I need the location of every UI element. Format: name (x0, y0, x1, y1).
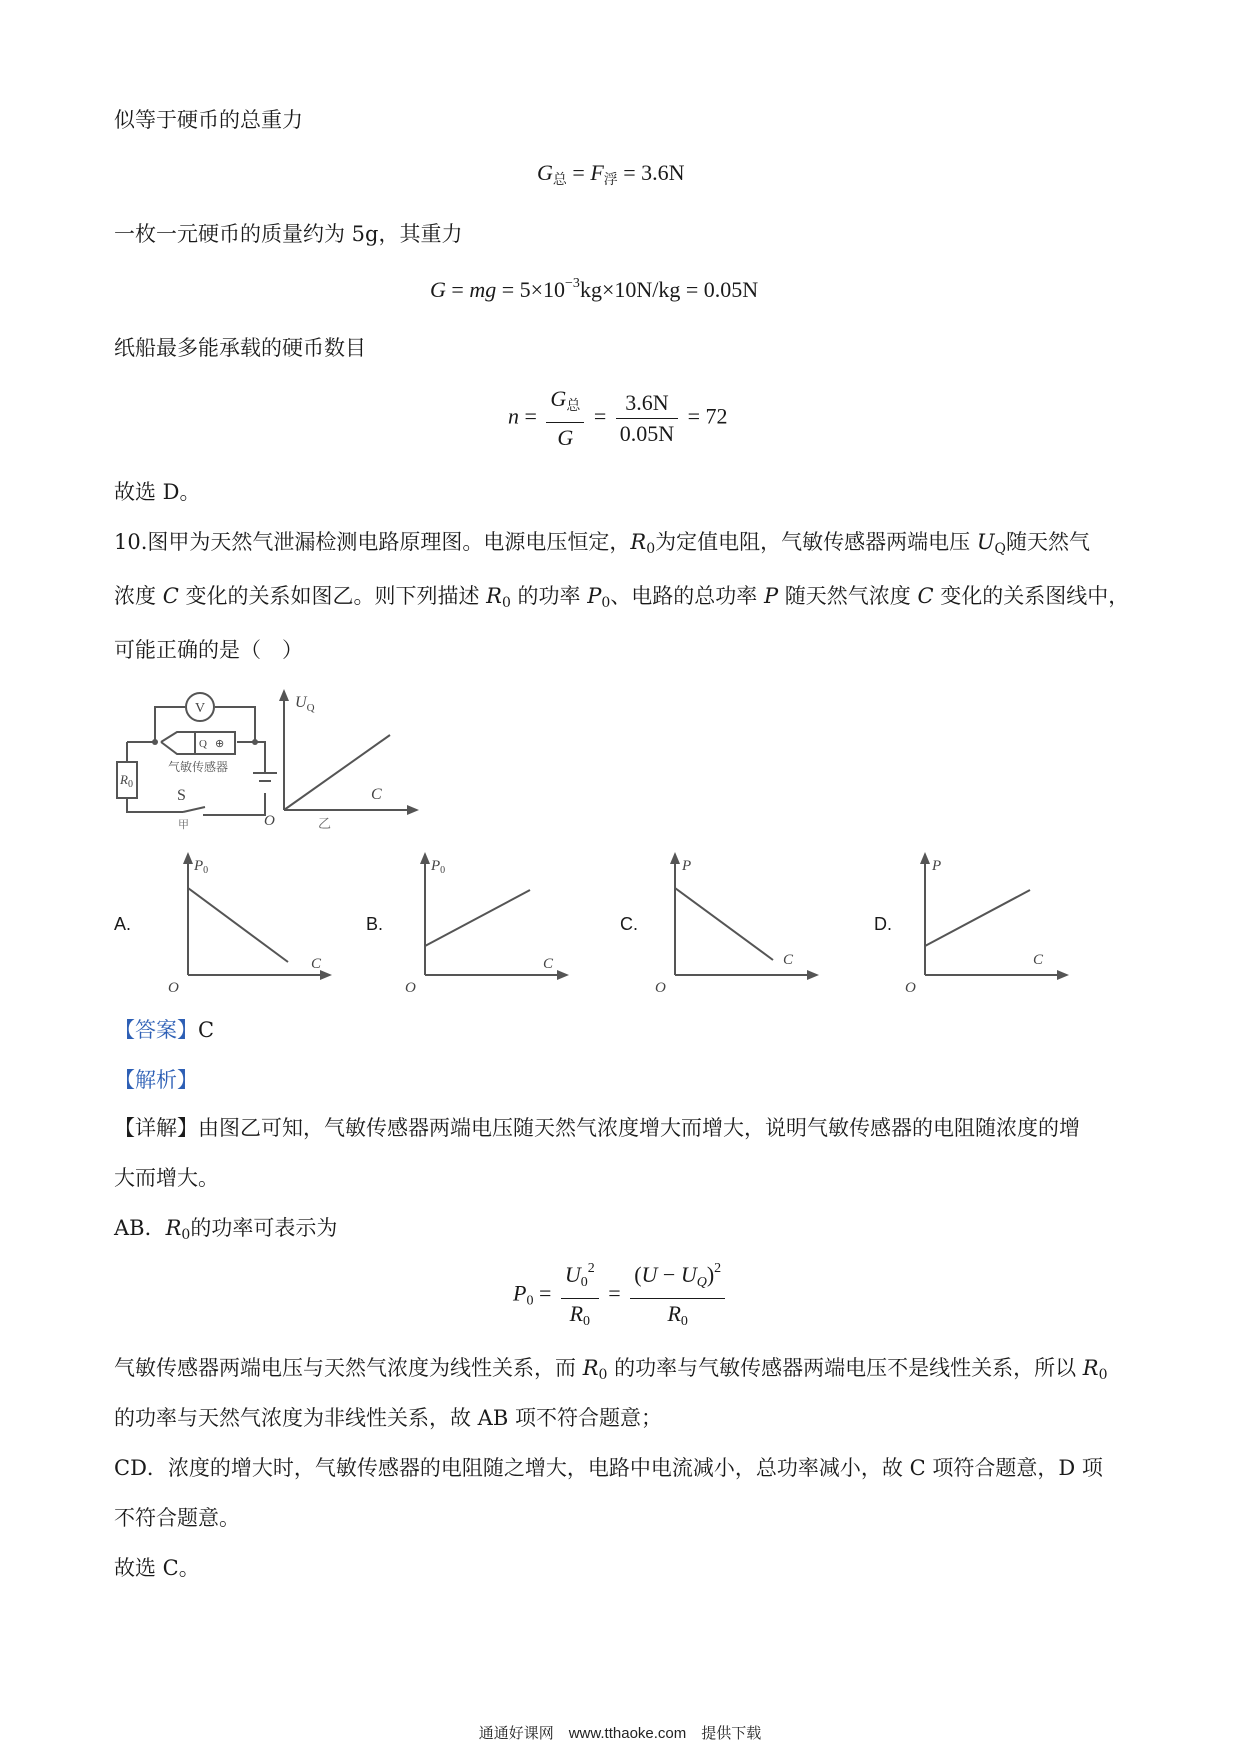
resistor-label: $R_0$ (120, 772, 133, 790)
question-10-line3: 可能正确的是（ ） (114, 638, 303, 662)
option-d-graph (905, 850, 1075, 995)
text-line: 似等于硬币的总重力 (114, 108, 303, 132)
junction-dot (152, 739, 158, 745)
option-b-y-label: $P_0$ (431, 858, 446, 876)
option-c-y-label: P (682, 858, 692, 874)
switch-label: S (177, 787, 186, 804)
cd-line2: 不符合题意。 (114, 1506, 240, 1530)
ab-line: AB．$R_0$的功率可表示为 (114, 1216, 338, 1243)
footer-watermark: 通通好课网 www.tthaoke.com 提供下载 (478, 1725, 762, 1742)
option-d-x-label: C (1033, 952, 1044, 968)
option-a-x-label: C (311, 956, 322, 972)
detail-line2: 大而增大。 (114, 1166, 219, 1190)
option-b-graph (405, 850, 575, 995)
option-c-x-label: C (783, 952, 794, 968)
figure-circuit-and-graph (115, 685, 445, 830)
option-a-y-label: $P_0$ (194, 858, 209, 876)
answer-value: C (198, 1018, 215, 1042)
answer-line (114, 1016, 214, 1044)
text-line: 纸船最多能承载的硬币数目 (114, 336, 366, 360)
graph-yi-y-axis-label: $U_Q$ (295, 694, 315, 714)
sensor-q-label: Q (199, 738, 207, 750)
question-10-line1: 10.图甲为天然气泄漏检测电路原理图。电源电压恒定，$R_0$为定值电阻，气敏传感器两端电压 $U_Q$随天然气 (114, 530, 1091, 557)
option-b-origin: O (405, 980, 416, 995)
option-d-y-label: P (932, 858, 942, 874)
detail-line1: 【详解】由图乙可知，气敏传感器两端电压随天然气浓度增大而增大，说明气敏传感器的电阻随浓度的增 (114, 1116, 1080, 1140)
sensor-label: 气敏传感器 (168, 760, 229, 774)
final-answer-line: 故选 C。 (114, 1556, 200, 1580)
junction-dot (252, 739, 258, 745)
question-10-line2: 浓度 C 变化的关系如图乙。则下列描述 $R_0$ 的功率 $P_0$、电路的总功率 P 随天然气浓度 C 变化的关系图线中， (114, 584, 1130, 611)
graph-yi-x-axis-label: C (371, 786, 382, 803)
option-d-origin: O (905, 980, 916, 995)
answer-tag: 【答案】 (114, 1018, 198, 1042)
voltmeter-label: V (194, 701, 206, 716)
equation-coin-gravity: G = mg = $5\times 10^{-3}kg\times 10N/kg = 0.05N$ (430, 276, 759, 302)
option-d-label: D. (874, 914, 892, 934)
analysis-tag: 【解析】 (114, 1068, 198, 1092)
cd-line1: CD．浓度的增大时，气敏传感器的电阻随之增大，电路中电流减小，总功率减小，故 C 项符合题意，D 项 (114, 1456, 1103, 1480)
equation-p0: $P_0$ = $\frac{U_0^2}{R_0}$ = $\frac{(U - U_Q)^2}{R_0}$ (513, 1256, 729, 1335)
option-b-label: B. (366, 914, 384, 934)
text-line: 故选 D。 (114, 480, 201, 504)
option-a-graph (168, 850, 338, 995)
sensor-plus-label: ⊕ (215, 738, 225, 750)
graph-yi-label: 乙 (318, 816, 332, 830)
option-b-x-label: C (543, 956, 554, 972)
option-c-label: C. (620, 914, 638, 934)
option-a-label: A. (114, 914, 132, 934)
figure-jia-label: 甲 (178, 819, 189, 830)
equation-coin-count: n = $\frac{G_总}{G}$ = $\frac{3.6N}{0.05N}$ = 72 (508, 386, 728, 450)
option-c-origin: O (655, 980, 666, 995)
option-a-origin: O (168, 980, 179, 995)
text-line: 一枚一元硬币的质量约为 5g，其重力 (114, 222, 463, 246)
option-c-graph (655, 850, 825, 995)
paragraph-line1: 气敏传感器两端电压与天然气浓度为线性关系，而 $R_0$ 的功率与气敏传感器两端电压不是线性关系，所以 $R_0$ (114, 1356, 1108, 1383)
equation-total-gravity: $G_总 = F_浮 = 3.6N$ (537, 160, 685, 188)
graph-yi-origin: O (264, 813, 275, 829)
paragraph-line2: 的功率与天然气浓度为非线性关系，故 AB 项不符合题意； (114, 1406, 662, 1430)
